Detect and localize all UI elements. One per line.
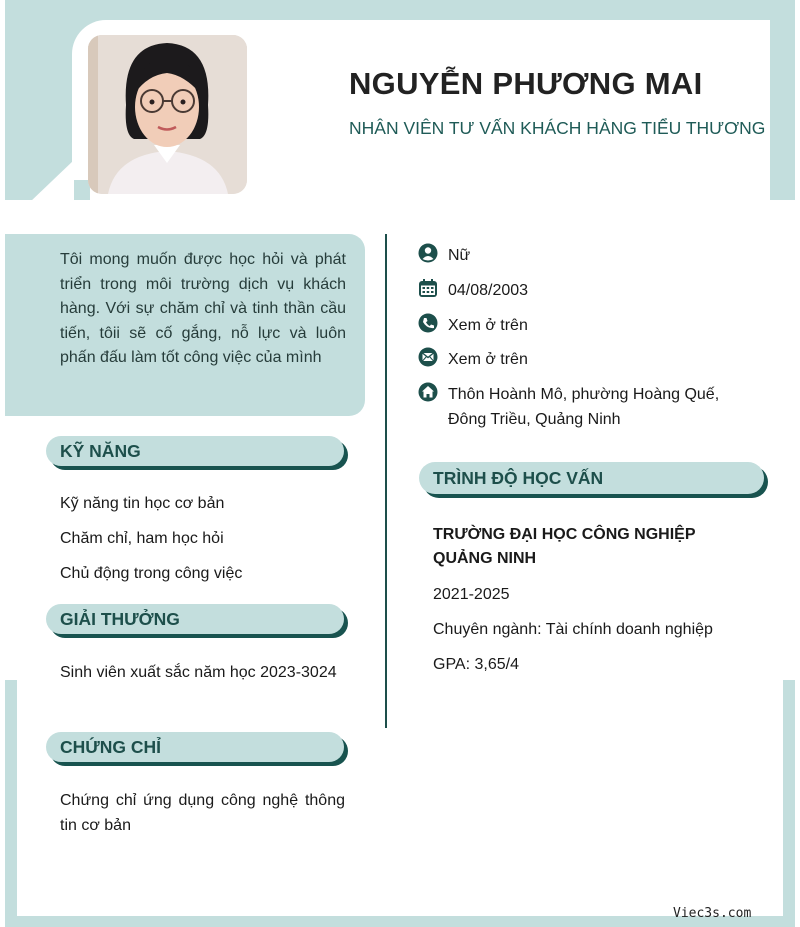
certificates-heading-label: CHỨNG CHỈ [60,737,162,757]
awards-heading-label: GIẢI THƯỞNG [60,609,180,629]
education-heading [419,462,764,494]
calendar-icon [418,278,438,298]
email-icon [418,347,438,367]
skills-heading-label: KỸ NĂNG [60,441,141,461]
home-icon [418,382,438,402]
phone-icon [418,313,438,333]
gender-value: Nữ [448,247,471,264]
education-heading-label: TRÌNH ĐỘ HỌC VẤN [433,468,604,488]
skills-heading [46,436,344,466]
profile-photo [88,35,247,194]
skill-item: Chủ động trong công việc [60,565,243,582]
portrait-illustration [88,35,247,194]
objective-box [5,234,365,416]
certificates-heading [46,732,344,762]
person-icon [418,243,438,263]
column-divider [385,234,387,728]
skill-item: Kỹ năng tin học cơ bản [60,495,225,512]
watermark: Viec3s.com [673,906,752,921]
candidate-name: NGUYỄN PHƯƠNG MAI [349,66,703,101]
award-text: Sinh viên xuất sắc năm học 2023-3024 [60,664,337,681]
phone-value: Xem ở trên [448,317,528,334]
school-name: TRƯỜNG ĐẠI HỌC CÔNG NGHIỆP QUẢNG NINH [433,526,696,567]
address-line-1: Thôn Hoành Mô, phường Hoàng Quế, [448,386,720,403]
header-corner-decoration [30,160,74,202]
education-major: Chuyên ngành: Tài chính doanh nghiệp [433,621,713,638]
objective-text: Tôi mong muốn được học hỏi và phát triển trong môi trường dịch vụ khách hàng. Với sự chăm chỉ và tinh thần cầu tiến, tôii sẽ cố gắng, nỗ lực và luôn phấn đấu làm tốt công việc của mình [60,251,346,367]
job-title: NHÂN VIÊN TƯ VẤN KHÁCH HÀNG TIỂU THƯƠNG [349,118,766,138]
education-gpa: GPA: 3,65/4 [433,656,519,673]
awards-heading [46,604,344,634]
birthdate-value: 04/08/2003 [448,282,529,299]
address-line-2: Đông Triều, Quảng Ninh [448,411,621,428]
certificate-text: Chứng chỉ ứng dụng công nghệ thông tin cơ bản [60,792,345,834]
skill-item: Chăm chỉ, ham học hỏi [60,530,224,547]
email-value: Xem ở trên [448,351,528,368]
education-years: 2021-2025 [433,586,510,603]
